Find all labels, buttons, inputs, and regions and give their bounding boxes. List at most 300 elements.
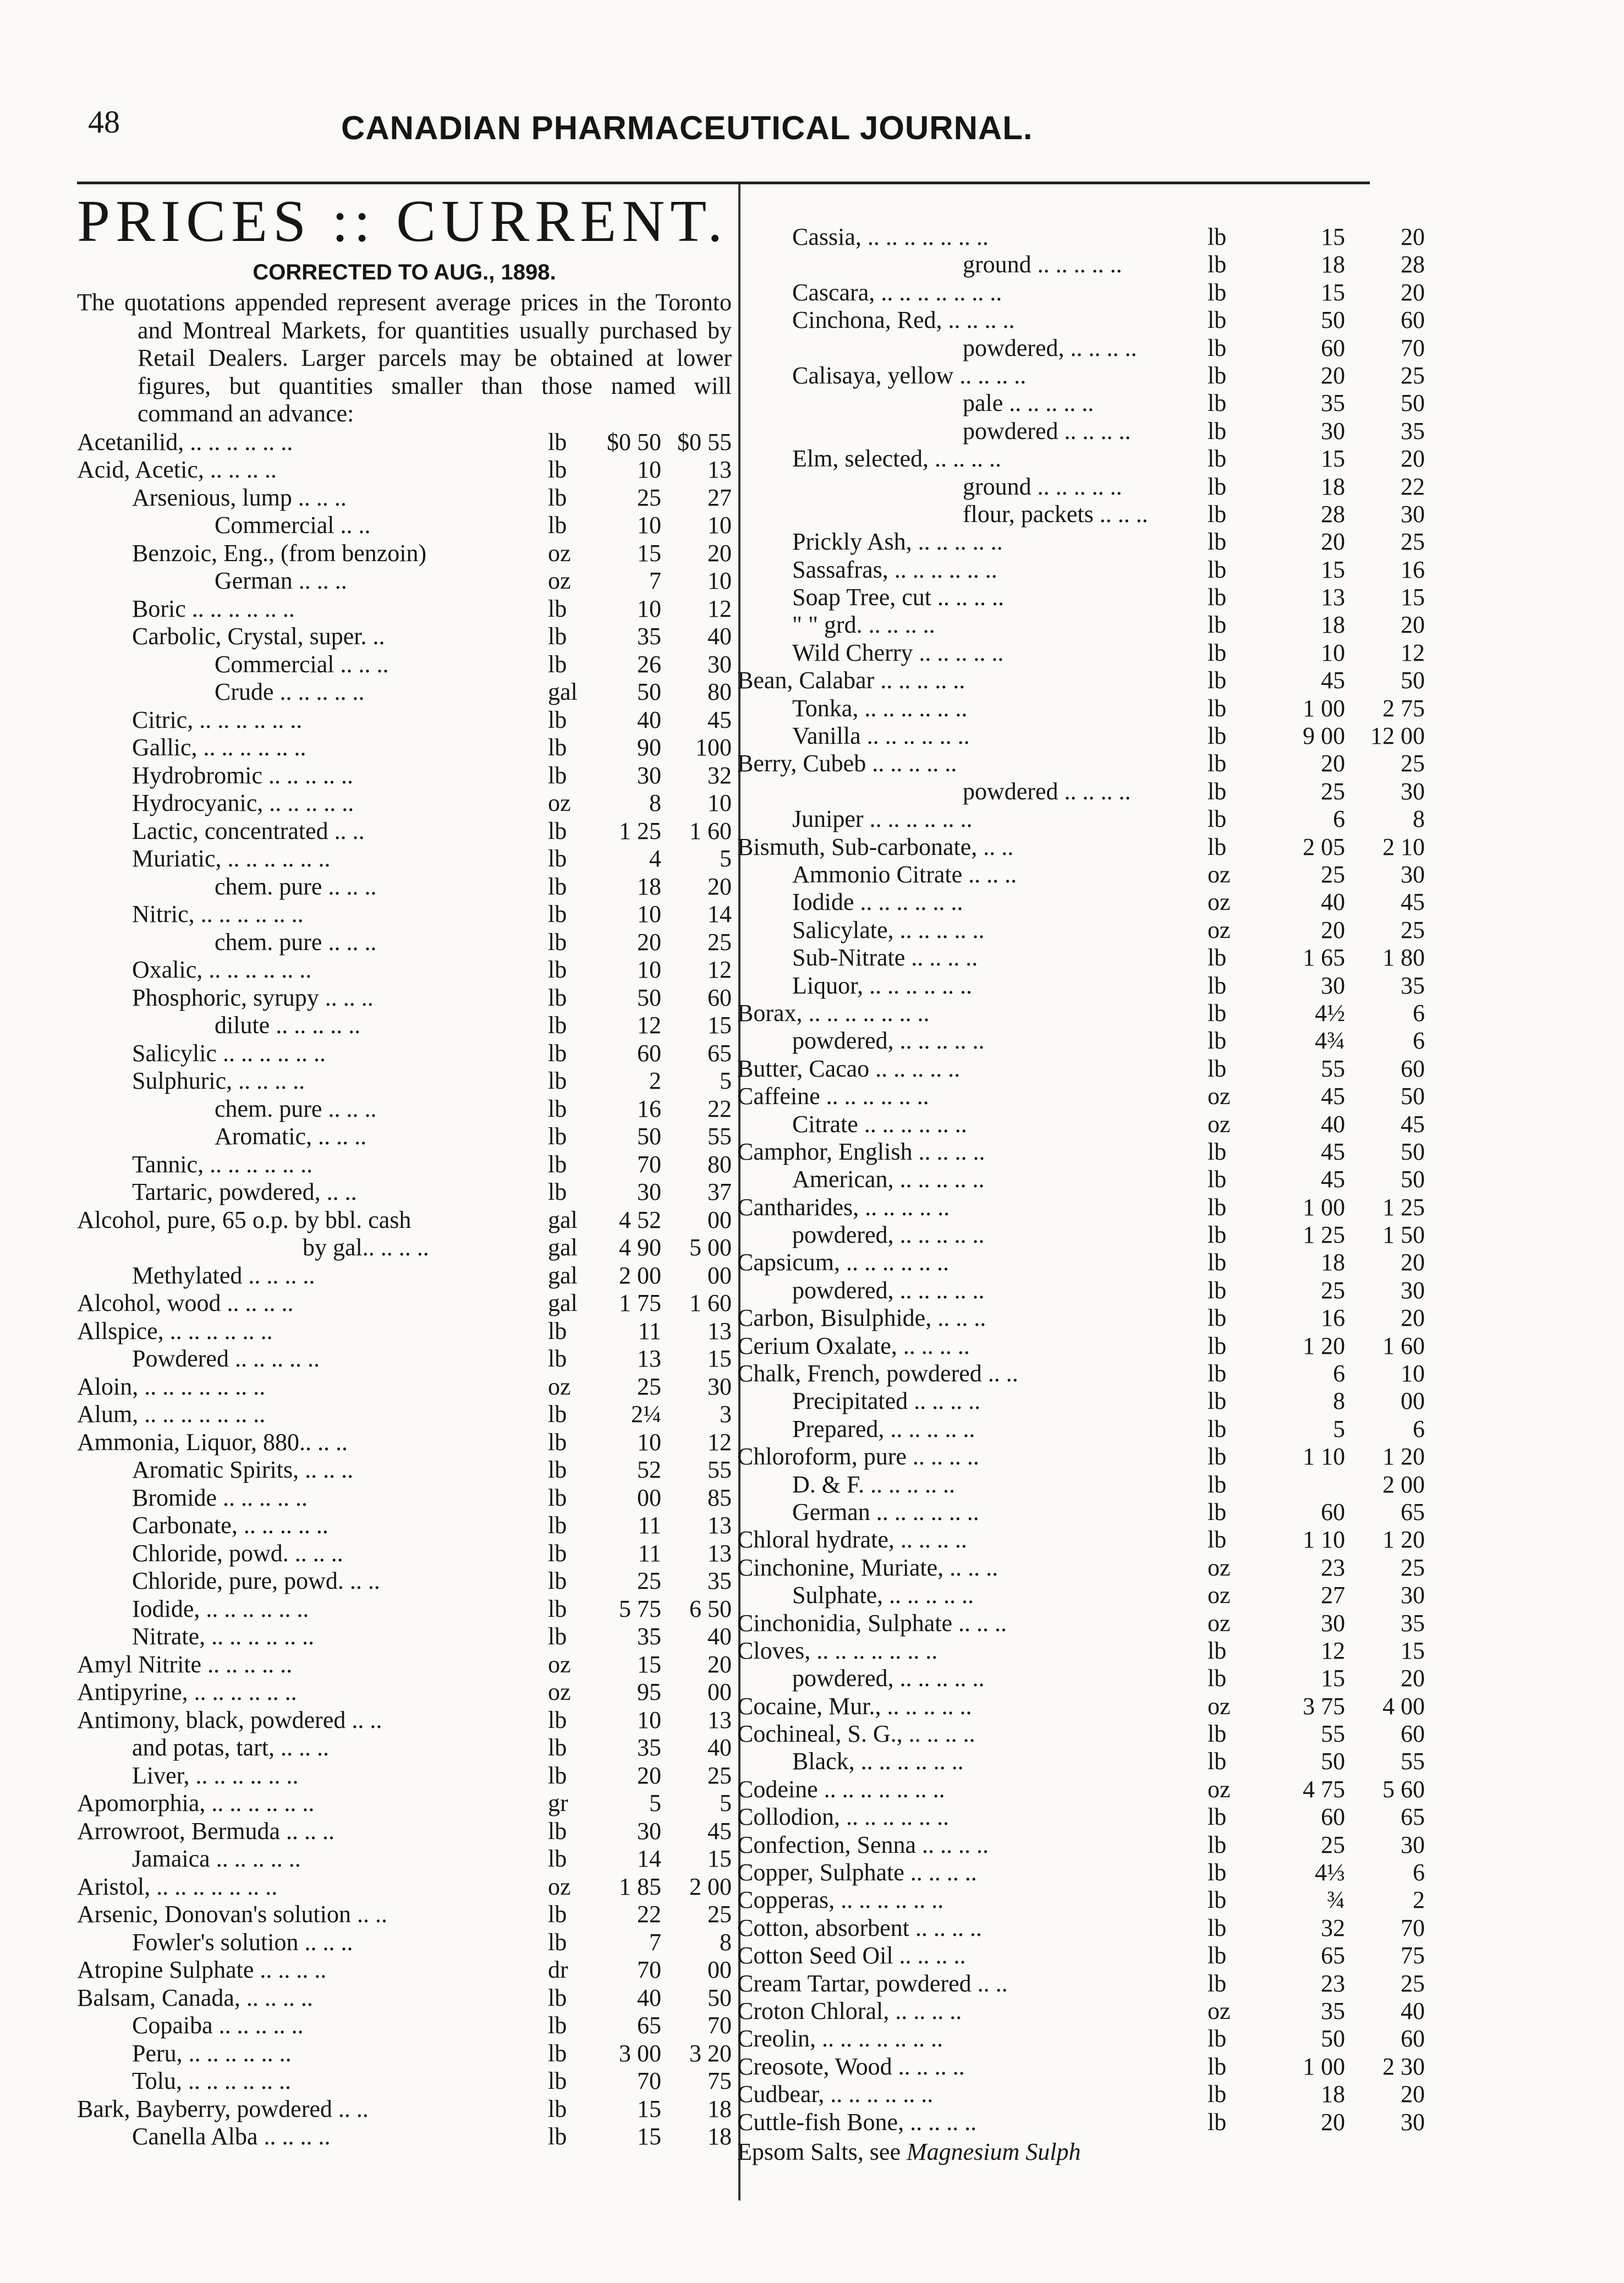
right-price-list: [737, 223, 1425, 2136]
price-high: 65: [1401, 1498, 1425, 1525]
item-unit: lb: [1208, 2025, 1227, 2052]
item-unit: lb: [1208, 1942, 1227, 1969]
item-unit: lb: [548, 1039, 567, 1067]
price-low: 10: [637, 512, 661, 539]
item-unit: lb: [1208, 1055, 1227, 1082]
price-high: 55: [707, 1456, 732, 1483]
price-row: [737, 444, 1425, 472]
item-unit: lb: [1208, 1360, 1227, 1387]
item-name: Black, .. .. .. .. .. ..: [792, 1748, 964, 1775]
item-unit: oz: [548, 567, 571, 594]
item-name: Acid, Acetic, .. .. .. ..: [77, 456, 277, 483]
item-unit: lb: [1208, 417, 1227, 444]
price-high: 35: [1401, 1609, 1425, 1637]
item-name: Chloral hydrate, .. .. .. ..: [737, 1526, 967, 1554]
price-high: 25: [707, 1901, 732, 1928]
price-low: 11: [638, 1539, 661, 1567]
price-row: [737, 1110, 1425, 1138]
price-low: 45: [1321, 667, 1345, 694]
item-unit: lb: [1208, 667, 1227, 694]
price-row: [77, 1539, 732, 1567]
item-name: Tartaric, powdered, .. ..: [132, 1178, 357, 1205]
item-name: Aristol, .. .. .. .. .. .. ..: [77, 1873, 278, 1900]
price-row: [737, 1055, 1425, 1082]
item-unit: lb: [1208, 1304, 1227, 1332]
item-unit: lb: [1208, 445, 1227, 473]
price-high: 45: [707, 706, 732, 733]
price-low: 4¾: [1315, 1027, 1345, 1055]
price-row: [77, 1428, 732, 1456]
item-unit: gal: [548, 1289, 578, 1316]
item-name: Arsenious, lump .. .. ..: [132, 484, 347, 511]
price-row: [77, 1484, 732, 1512]
item-unit: lb: [548, 928, 567, 956]
price-low: 18: [1321, 251, 1345, 278]
price-high: 75: [707, 2067, 732, 2094]
price-low: 5 75: [619, 1595, 661, 1622]
price-low: 18: [637, 872, 661, 900]
item-unit: lb: [1208, 306, 1227, 334]
price-row: [77, 1373, 732, 1401]
item-name: Calisaya, yellow .. .. .. ..: [792, 361, 1027, 389]
item-unit: lb: [1208, 1859, 1227, 1886]
price-high: 6: [1413, 1415, 1425, 1442]
price-row: [737, 1498, 1425, 1525]
item-unit: oz: [548, 1873, 571, 1900]
price-row: [77, 817, 732, 845]
price-high: 50: [707, 1984, 732, 2011]
price-row: [737, 1831, 1425, 1858]
item-unit: lb: [548, 2123, 567, 2150]
item-name: Benzoic, Eng., (from benzoin): [132, 539, 427, 567]
item-unit: lb: [548, 623, 567, 650]
item-name: Tonka, .. .. .. .. .. ..: [792, 694, 968, 722]
item-unit: lb: [1208, 1914, 1227, 1941]
item-name: Cotton Seed Oil .. .. .. ..: [737, 1942, 966, 1969]
price-low: 35: [637, 1734, 661, 1761]
price-row: [77, 1150, 732, 1178]
item-name: German .. .. ..: [215, 567, 347, 594]
item-unit: lb: [1208, 528, 1227, 556]
item-name: Salicylate, .. .. .. .. ..: [792, 916, 985, 943]
item-unit: lb: [1208, 1166, 1227, 1193]
price-row: [737, 1082, 1425, 1110]
item-name: Citrate .. .. .. .. .. ..: [792, 1110, 967, 1138]
price-row: [737, 666, 1425, 694]
price-row: [77, 1900, 732, 1928]
item-name: Cinchonine, Muriate, .. .. ..: [737, 1554, 998, 1581]
item-name: Bark, Bayberry, powdered .. ..: [77, 2095, 369, 2122]
price-low: 40: [637, 1984, 661, 2011]
item-unit: lb: [1208, 500, 1227, 528]
item-unit: lb: [548, 1567, 567, 1594]
item-name: Cinchona, Red, .. .. .. ..: [792, 306, 1015, 334]
price-high: 50: [1401, 667, 1425, 694]
price-row: [737, 1332, 1425, 1359]
price-high: 2 10: [1382, 833, 1425, 860]
price-low: 18: [1321, 2081, 1345, 2108]
price-low: 3 75: [1303, 1692, 1345, 1720]
price-row: [77, 872, 732, 901]
price-low: 2 05: [1303, 833, 1345, 860]
price-row: [737, 639, 1425, 666]
price-low: 1 25: [1303, 1221, 1345, 1249]
price-low: 18: [1321, 473, 1345, 500]
price-low: 55: [1321, 1720, 1345, 1748]
price-low: 50: [637, 1123, 661, 1150]
price-row: [77, 1622, 732, 1650]
item-unit: lb: [1208, 2108, 1227, 2136]
item-unit: lb: [548, 1123, 567, 1150]
item-name: German .. .. .. .. .. ..: [792, 1498, 979, 1525]
price-high: 30: [1401, 2108, 1425, 2136]
item-name: chem. pure .. .. ..: [215, 1095, 377, 1122]
price-high: 15: [707, 1845, 732, 1872]
price-high: 45: [1401, 888, 1425, 916]
item-name: Capsicum, .. .. .. .. .. ..: [737, 1249, 949, 1276]
item-name: Croton Chloral, .. .. .. ..: [737, 1997, 962, 2024]
item-unit: oz: [1208, 1083, 1231, 1110]
price-row: [77, 539, 732, 567]
item-name: Caffeine .. .. .. .. .. ..: [737, 1083, 929, 1110]
journal-title: CANADIAN PHARMACEUTICAL JOURNAL.: [341, 109, 1033, 146]
price-low: 25: [1321, 860, 1345, 888]
price-row: [737, 1387, 1425, 1414]
item-name: Ammonia, Liquor, 880.. .. ..: [77, 1428, 348, 1456]
item-unit: oz: [1208, 860, 1231, 888]
price-high: 30: [1401, 1582, 1425, 1609]
price-high: 1 60: [689, 817, 732, 844]
item-unit: lb: [548, 2067, 567, 2094]
price-high: 6: [1413, 999, 1425, 1027]
item-unit: lb: [548, 1817, 567, 1845]
item-name: Copper, Sulphate .. .. .. ..: [737, 1859, 977, 1886]
price-row: [737, 1581, 1425, 1609]
price-low: 50: [1321, 2025, 1345, 2052]
price-row: [737, 473, 1425, 500]
price-low: 30: [1321, 1609, 1345, 1637]
price-row: [737, 1525, 1425, 1553]
price-high: 65: [707, 1039, 732, 1067]
price-row: [77, 678, 732, 706]
item-unit: lb: [1208, 1387, 1227, 1415]
price-low: 27: [1321, 1582, 1345, 1609]
item-unit: oz: [1208, 1775, 1231, 1803]
item-unit: lb: [548, 1901, 567, 1928]
price-low: 50: [637, 678, 661, 705]
price-row: [737, 556, 1425, 583]
item-name: Confection, Senna .. .. .. ..: [737, 1831, 989, 1858]
price-row: [77, 928, 732, 956]
price-high: 20: [1401, 1249, 1425, 1276]
item-name: Gallic, .. .. .. .. .. ..: [132, 734, 306, 761]
price-low: 18: [1321, 611, 1345, 639]
price-row: [77, 1928, 732, 1956]
item-name: Creolin, .. .. .. .. .. .. ..: [737, 2025, 943, 2052]
price-row: [77, 2011, 732, 2039]
price-high: 40: [707, 1734, 732, 1761]
item-name: Aromatic Spirits, .. .. ..: [132, 1456, 354, 1483]
item-name: Sulphuric, .. .. .. ..: [132, 1067, 305, 1094]
price-high: 55: [707, 1123, 732, 1150]
price-low: 25: [1321, 1831, 1345, 1858]
item-unit: gr: [548, 1790, 568, 1816]
price-high: 30: [707, 1373, 732, 1400]
price-row: [737, 1415, 1425, 1442]
item-unit: lb: [1208, 2052, 1227, 2080]
price-row: [737, 1276, 1425, 1304]
price-high: 6: [1413, 1027, 1425, 1055]
price-low: 60: [637, 1039, 661, 1067]
price-low: 15: [637, 2095, 661, 2122]
item-name: Arrowroot, Bermuda .. .. ..: [77, 1817, 335, 1845]
price-low: 23: [1321, 1969, 1345, 1997]
price-high: 28: [1401, 251, 1425, 278]
price-low: 4 52: [619, 1206, 661, 1233]
item-unit: gal: [548, 678, 578, 705]
item-name: Cloves, .. .. .. .. .. .. ..: [737, 1637, 938, 1664]
price-row: [77, 761, 732, 789]
price-high: 12 00: [1370, 722, 1425, 750]
item-name: Commercial .. .. ..: [215, 650, 389, 678]
item-unit: lb: [1208, 999, 1227, 1027]
price-row: [737, 1997, 1425, 2024]
price-low: 10: [637, 1428, 661, 1456]
item-unit: oz: [1208, 1582, 1231, 1609]
price-low: 45: [1321, 1138, 1345, 1165]
price-high: 4 00: [1382, 1692, 1425, 1720]
item-name: Cochineal, S. G., .. .. .. ..: [737, 1720, 975, 1748]
price-high: 1 20: [1382, 1443, 1425, 1470]
price-row: [77, 595, 732, 623]
item-name: Bromide .. .. .. .. ..: [132, 1484, 308, 1511]
item-name: Cerium Oxalate, .. .. .. ..: [737, 1332, 970, 1359]
price-low: 6: [1333, 805, 1345, 833]
item-unit: lb: [548, 1456, 567, 1483]
item-name: powdered, .. .. .. .. ..: [792, 1221, 985, 1249]
item-name: Ammonio Citrate .. .. ..: [792, 860, 1017, 888]
price-row: [737, 1775, 1425, 1803]
price-high: 70: [1401, 334, 1425, 361]
price-high: 1 80: [1382, 944, 1425, 972]
price-row: [737, 1941, 1425, 1969]
price-row: [77, 706, 732, 734]
price-low: 50: [1321, 306, 1345, 334]
item-name: Sub-Nitrate .. .. .. ..: [792, 944, 978, 972]
price-low: 22: [637, 1901, 661, 1928]
price-high: 00: [707, 1678, 732, 1705]
item-name: Copperas, .. .. .. .. .. ..: [737, 1886, 944, 1914]
price-row: [737, 1165, 1425, 1193]
item-unit: lb: [1208, 1498, 1227, 1525]
item-name: Juniper .. .. .. .. .. ..: [792, 805, 973, 833]
price-high: 6 50: [689, 1595, 732, 1622]
price-high: 15: [1401, 1637, 1425, 1664]
item-unit: oz: [548, 539, 571, 567]
item-name: Fowler's solution .. .. ..: [132, 1928, 353, 1956]
price-high: 13: [707, 1706, 732, 1733]
price-low: 1 00: [1303, 2052, 1345, 2080]
price-row: [737, 500, 1425, 528]
price-high: 35: [707, 1567, 732, 1594]
item-unit: lb: [548, 1401, 567, 1428]
price-high: 16: [1401, 556, 1425, 583]
price-low: 12: [1321, 1637, 1345, 1664]
item-unit: lb: [1208, 473, 1227, 500]
price-row: [77, 1650, 732, 1678]
price-low: 70: [637, 1150, 661, 1178]
price-row: [77, 1984, 732, 2012]
price-low: 12: [637, 1012, 661, 1039]
price-low: 25: [1321, 1276, 1345, 1304]
price-row: [737, 417, 1425, 444]
price-low: 5: [1333, 1415, 1345, 1442]
item-name: Cotton, absorbent .. .. .. ..: [737, 1914, 982, 1941]
item-name: Chalk, French, powdered .. ..: [737, 1360, 1018, 1387]
price-high: 50: [1401, 389, 1425, 417]
price-high: 25: [1401, 361, 1425, 389]
item-unit: lb: [1208, 833, 1227, 860]
price-high: 30: [1401, 500, 1425, 528]
item-unit: lb: [548, 1484, 567, 1511]
item-name: Antipyrine, .. .. .. .. .. ..: [77, 1678, 297, 1705]
intro-paragraph: The quotations appended represent average prices in the Toronto and Montreal Markets, for quantities usually purchased by Retail Dealers. Larger parcels may be obtained at lower figures, but quantities smaller than those named will command an advance:: [77, 289, 732, 427]
price-high: 30: [1401, 1276, 1425, 1304]
price-high: 1 50: [1382, 1221, 1425, 1249]
item-unit: lb: [1208, 1332, 1227, 1359]
item-name: Boric .. .. .. .. .. ..: [132, 595, 295, 622]
price-row: [77, 1011, 732, 1039]
item-name: Jamaica .. .. .. .. ..: [132, 1845, 301, 1872]
price-row: [737, 1027, 1425, 1054]
price-low: $0 50: [607, 428, 661, 455]
price-low: 3 00: [619, 2039, 661, 2067]
price-high: 25: [1401, 750, 1425, 777]
price-high: 13: [707, 1512, 732, 1539]
price-low: 20: [1321, 361, 1345, 389]
item-unit: lb: [1208, 334, 1227, 361]
item-unit: lb: [1208, 1415, 1227, 1442]
item-unit: lb: [1208, 1969, 1227, 1997]
price-row: [737, 278, 1425, 306]
price-high: 50: [1401, 1166, 1425, 1193]
price-row: [77, 1067, 732, 1095]
item-unit: lb: [548, 428, 567, 455]
price-high: 40: [707, 1623, 732, 1650]
price-high: 12: [707, 595, 732, 622]
item-name: American, .. .. .. .. ..: [792, 1166, 985, 1193]
item-name: Elm, selected, .. .. .. ..: [792, 445, 1002, 473]
item-unit: lb: [548, 1067, 567, 1094]
price-row: [737, 1221, 1425, 1248]
item-unit: lb: [548, 1539, 567, 1567]
price-low: 35: [637, 623, 661, 650]
price-low: 23: [1321, 1554, 1345, 1581]
price-high: 8: [720, 1928, 732, 1956]
price-low: 18: [1321, 1249, 1345, 1276]
item-unit: oz: [1208, 1692, 1231, 1720]
item-unit: oz: [1208, 1997, 1231, 2024]
price-high: 45: [707, 1817, 732, 1845]
item-name: Soap Tree, cut .. .. .. ..: [792, 584, 1004, 611]
price-low: 20: [1321, 528, 1345, 556]
item-unit: lb: [1208, 944, 1227, 972]
item-unit: lb: [1208, 1027, 1227, 1055]
price-low: 1 10: [1303, 1526, 1345, 1554]
price-low: 35: [1321, 1997, 1345, 2024]
item-name: Codeine .. .. .. .. .. .. ..: [737, 1775, 945, 1803]
price-low: 1 00: [1303, 694, 1345, 722]
price-high: 6: [1413, 1859, 1425, 1886]
item-unit: lb: [548, 512, 567, 539]
price-row: [737, 2024, 1425, 2052]
item-name: Aromatic, .. .. ..: [215, 1123, 367, 1150]
price-high: 20: [1401, 611, 1425, 639]
item-unit: oz: [1208, 1609, 1231, 1637]
price-low: 32: [1321, 1914, 1345, 1941]
price-row: [737, 1138, 1425, 1165]
item-name: powdered, .. .. .. ..: [963, 334, 1137, 361]
price-high: 1 20: [1382, 1526, 1425, 1554]
price-high: 12: [707, 1428, 732, 1456]
price-high: 20: [1401, 2081, 1425, 2108]
item-unit: lb: [548, 761, 567, 789]
item-name: Allspice, .. .. .. .. .. ..: [77, 1317, 273, 1344]
price-high: 60: [707, 984, 732, 1011]
price-low: 15: [1321, 1665, 1345, 1692]
item-unit: lb: [1208, 611, 1227, 639]
price-high: $0 55: [677, 428, 732, 455]
price-high: 60: [1401, 1720, 1425, 1748]
item-unit: lb: [1208, 972, 1227, 999]
price-low: 60: [1321, 1498, 1345, 1525]
left-column: [77, 184, 732, 2150]
price-row: [737, 916, 1425, 943]
price-high: 25: [1401, 1969, 1425, 1997]
item-unit: lb: [1208, 1886, 1227, 1914]
item-unit: oz: [1208, 888, 1231, 916]
price-high: 32: [707, 761, 732, 789]
item-name: Chloride, pure, powd. .. ..: [132, 1567, 380, 1594]
price-low: 30: [637, 1817, 661, 1845]
price-low: 15: [1321, 556, 1345, 583]
item-unit: lb: [1208, 584, 1227, 611]
item-unit: lb: [1208, 1221, 1227, 1249]
price-low: 30: [637, 1178, 661, 1205]
price-row: [77, 1289, 732, 1317]
price-row: [77, 1122, 732, 1150]
price-high: 8: [1413, 805, 1425, 833]
item-unit: lb: [548, 845, 567, 872]
item-name: dilute .. .. .. .. ..: [215, 1012, 361, 1039]
price-high: 30: [1401, 777, 1425, 805]
item-unit: lb: [548, 1150, 567, 1178]
item-unit: lb: [548, 984, 567, 1011]
price-low: 13: [637, 1345, 661, 1372]
item-unit: lb: [1208, 1665, 1227, 1692]
price-low: 1 00: [1303, 1193, 1345, 1221]
price-row: [77, 622, 732, 650]
price-row: [737, 1747, 1425, 1775]
item-unit: lb: [1208, 1637, 1227, 1664]
item-name: Camphor, English .. .. .. ..: [737, 1138, 985, 1165]
price-low: 11: [638, 1512, 661, 1539]
price-row: [77, 1344, 732, 1373]
price-row: [77, 511, 732, 539]
page-number: 48: [88, 104, 120, 140]
item-name: Carbonate, .. .. .. .. ..: [132, 1512, 328, 1539]
price-high: 25: [707, 928, 732, 956]
